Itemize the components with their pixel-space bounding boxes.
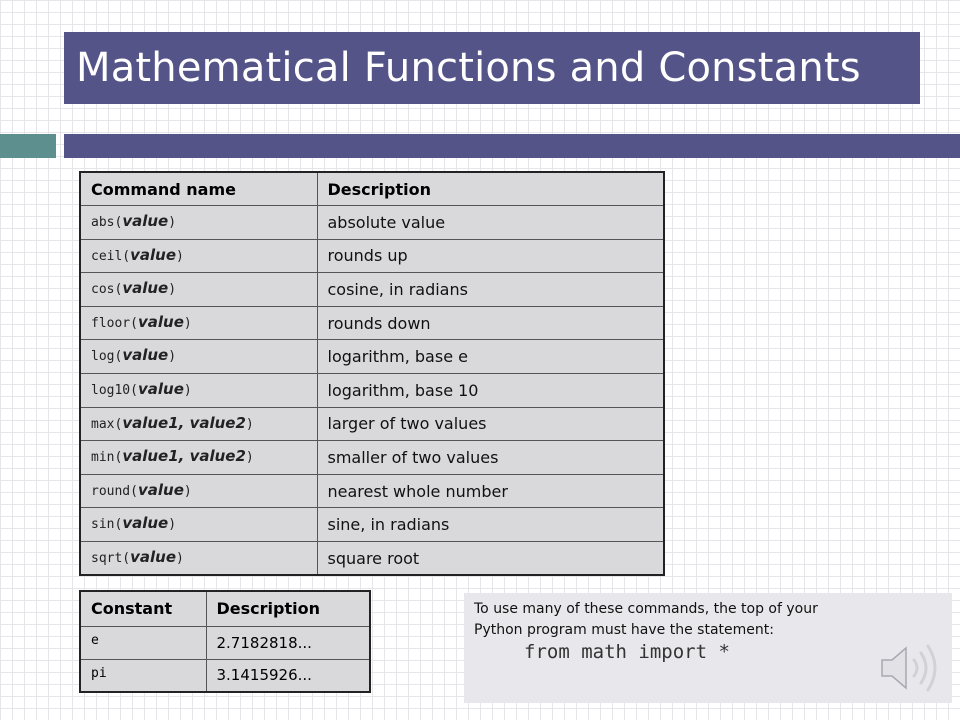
command-argument: value [122, 514, 169, 533]
note-line-1: To use many of these commands, the top of your [474, 601, 818, 617]
table-row [80, 340, 664, 374]
constant-value: 3.1415926... [206, 659, 370, 692]
table-row [80, 239, 664, 273]
table-row [80, 474, 664, 508]
table-row [80, 659, 370, 692]
accent-bar-left [0, 134, 56, 158]
command-argument: value1, value2 [122, 447, 246, 466]
note-line-2: Python program must have the statement: [474, 622, 774, 638]
command-close-paren: ) [183, 483, 192, 499]
constant-name: pi [80, 659, 206, 692]
command-description: logarithm, base e [317, 340, 664, 374]
command-function: max( [91, 416, 123, 432]
command-close-paren: ) [168, 215, 177, 231]
command-close-paren: ) [168, 517, 177, 533]
command-argument: value [122, 212, 169, 231]
command-name [80, 441, 317, 475]
constants-table [79, 590, 371, 693]
command-name [80, 542, 317, 576]
command-close-paren: ) [183, 383, 192, 399]
table-row [80, 273, 664, 307]
command-function: min( [91, 450, 123, 466]
header-constant: Constant [80, 591, 206, 626]
command-name [80, 407, 317, 441]
command-description: logarithm, base 10 [317, 374, 664, 408]
table-row [80, 206, 664, 240]
command-close-paren: ) [183, 315, 192, 331]
speaker-icon[interactable] [876, 640, 946, 696]
command-description: rounds down [317, 306, 664, 340]
command-close-paren: ) [176, 551, 184, 567]
command-function: round( [91, 483, 138, 499]
accent-bar-right [64, 134, 960, 158]
command-argument: value [130, 548, 177, 567]
command-name [80, 239, 317, 273]
command-function: sqrt( [91, 551, 131, 567]
command-name [80, 206, 317, 240]
command-argument: value [137, 312, 184, 331]
command-function: log( [91, 349, 123, 365]
command-argument: value [137, 480, 184, 499]
constants-table-header-row [80, 591, 370, 626]
command-function: abs( [91, 215, 123, 231]
command-description: absolute value [317, 206, 664, 240]
command-function: sin( [91, 517, 123, 533]
table-row [80, 407, 664, 441]
table-row [80, 306, 664, 340]
command-function: ceil( [91, 248, 131, 264]
command-close-paren: ) [245, 416, 254, 432]
header-constant-description: Description [206, 591, 370, 626]
command-argument: value1, value2 [122, 413, 246, 432]
header-description: Description [317, 172, 664, 206]
command-argument: value [130, 245, 177, 264]
command-argument: value [122, 346, 169, 365]
commands-table-header-row [80, 172, 664, 206]
title-bar [64, 32, 920, 104]
constant-value: 2.7182818... [206, 626, 370, 659]
command-function: log10( [91, 383, 138, 399]
constant-name: e [80, 626, 206, 659]
slide-title: Mathematical Functions and Constants [76, 45, 861, 91]
command-description: square root [317, 542, 664, 576]
header-command-name: Command name [80, 172, 317, 206]
table-row [80, 508, 664, 542]
import-statement: from math import * [524, 641, 730, 663]
command-name [80, 474, 317, 508]
command-name [80, 306, 317, 340]
command-argument: value [122, 279, 169, 298]
command-close-paren: ) [245, 450, 254, 466]
command-description: sine, in radians [317, 508, 664, 542]
table-row [80, 626, 370, 659]
table-row [80, 542, 664, 576]
command-description: larger of two values [317, 407, 664, 441]
table-row [80, 441, 664, 475]
command-name [80, 273, 317, 307]
command-argument: value [137, 380, 184, 399]
command-close-paren: ) [168, 349, 177, 365]
commands-table [79, 171, 665, 576]
command-name [80, 374, 317, 408]
table-row [80, 374, 664, 408]
command-description: smaller of two values [317, 441, 664, 475]
command-description: cosine, in radians [317, 273, 664, 307]
command-name [80, 508, 317, 542]
command-description: rounds up [317, 239, 664, 273]
command-function: cos( [91, 282, 123, 298]
command-function: floor( [91, 315, 138, 331]
command-name [80, 340, 317, 374]
command-description: nearest whole number [317, 474, 664, 508]
command-close-paren: ) [168, 282, 177, 298]
command-close-paren: ) [176, 248, 184, 264]
